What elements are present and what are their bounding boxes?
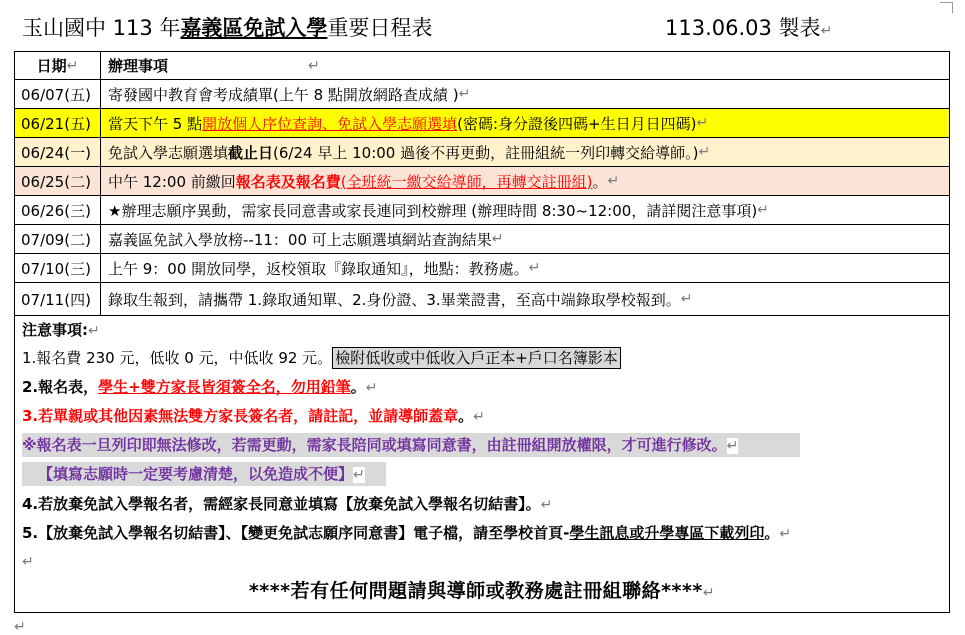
table-row xyxy=(15,254,949,283)
table-header-row xyxy=(15,52,949,80)
row-date: 06/25(二) xyxy=(15,167,101,195)
table-row xyxy=(15,283,949,316)
row-date: 06/07(五) xyxy=(15,80,101,108)
note-form: 2.報名表，學生+雙方家長皆須簽全名，勿用鉛筆。↵ xyxy=(22,378,378,396)
row-date: 06/26(三) xyxy=(15,196,101,224)
row-date: 06/21(五) xyxy=(15,109,101,137)
row-content: 免試入學志願選填 截止日 (6/24 早上 10:00 過後不再更動，註冊組統一列印轉交給導師。) ↵ xyxy=(108,143,711,162)
note-print-warning: ※報名表一旦列印即無法修改，若需更動，需家長陪同或填寫同意書，由註冊組開放權限，才可進行修改。↵ xyxy=(22,433,800,457)
notes-section xyxy=(15,316,949,612)
end-paragraph-mark: ↵ xyxy=(14,619,26,635)
title-date: 113.06.03 製表↵ xyxy=(665,16,833,40)
row-content: 嘉義區免試入學放榜--11：00 可上志願選填網站查詢結果 ↵ xyxy=(108,230,504,249)
table-row xyxy=(15,109,949,138)
table-row xyxy=(15,80,949,109)
note-think-carefully: 【填寫志願時一定要考慮清楚，以免造成不便】↵ xyxy=(22,462,386,486)
empty-paragraph: ↵ xyxy=(22,554,34,570)
title-suffix: 重要日程表 xyxy=(327,16,433,40)
schedule-table xyxy=(14,51,950,613)
table-row xyxy=(15,196,949,225)
row-date: 07/11(四) xyxy=(15,283,101,315)
row-date: 07/10(三) xyxy=(15,254,101,282)
row-content: 寄發國中教育會考成績單(上午 8 點開放網路查成績 ) ↵ xyxy=(108,85,471,104)
note-download: 5.【放棄免試入學報名切結書】、【變更免試志願序同意書】電子檔，請至學校首頁-學生訊息或升學專區下載列印。↵ xyxy=(22,524,792,542)
header-item-cell: 辦理事項 ↵ xyxy=(108,57,320,75)
note-single-parent: 3.若單親或其他因素無法雙方家長簽名者，請註記，並請導師蓋章。↵ xyxy=(22,407,485,425)
row-content: ★辦理志願序異動，需家長同意書或家長連同到校辦理 (辦理時間 8:30~12:00，請詳閱注意事項) ↵ xyxy=(108,201,769,220)
row-content: 當天下午 5 點 開放個人序位查詢、免試入學志願選填 (密碼:身分證後四碼+生日月日四碼) ↵ xyxy=(108,114,709,133)
title-region: 嘉義區免試入學 xyxy=(180,16,328,40)
table-row xyxy=(15,167,949,196)
closing-contact-line: ****若有任何問題請與導師或教務處註冊組聯絡****↵ xyxy=(248,580,716,602)
row-date: 06/24(一) xyxy=(15,138,101,166)
title-prefix: 玉山國中 113 年 xyxy=(22,16,181,40)
notes-heading: 注意事項:↵ xyxy=(22,321,100,339)
row-content: 上午 9：00 開放同學，返校領取『錄取通知』，地點：教務處。 ↵ xyxy=(108,259,541,278)
page-title xyxy=(22,12,952,44)
row-content: 錄取生報到，請攜帶 1.錄取通知單、2.身份證、3.畢業證書，至高中端錄取學校報到。 ↵ xyxy=(108,290,693,309)
note-withdraw: 4.若放棄免試入學報名者，需經家長同意並填寫【放棄免試入學報名切結書】。↵ xyxy=(22,495,553,513)
table-row xyxy=(15,225,949,254)
fee-attachment-note: 檢附低收或中低收入戶正本+戶口名簿影本 xyxy=(332,347,621,369)
row-content: 中午 12:00 前繳回 報名表及報名費 (全班統一繳交給導師，再轉交註冊組) 。 ↵ xyxy=(108,172,620,191)
note-fee: 1.報名費 230 元，低收 0 元，中低收 92 元。 檢附低收或中低收入戶正本+戶口名簿影本 xyxy=(22,346,621,370)
table-row xyxy=(15,138,949,167)
header-date-cell: 日期 ↵ xyxy=(15,52,101,79)
row-date: 07/09(二) xyxy=(15,225,101,253)
